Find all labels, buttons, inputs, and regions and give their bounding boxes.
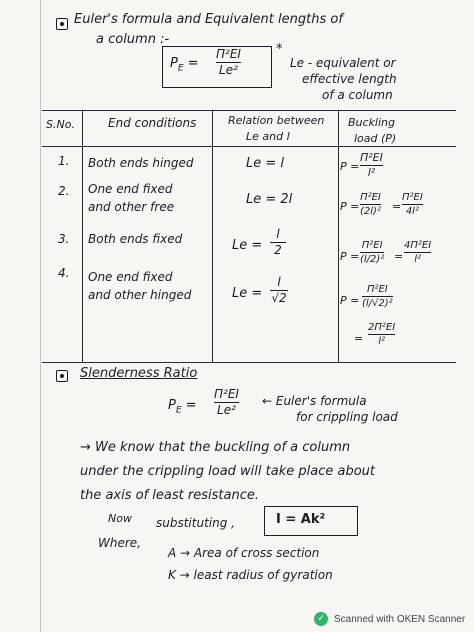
- row1-load-lhs: P =: [340, 160, 360, 173]
- row3-load-lhs: P =: [340, 250, 360, 263]
- scanner-text: Scanned with OKEN Scanner: [334, 613, 466, 625]
- header-load: load (P): [354, 132, 397, 145]
- note-line3: of a column: [322, 88, 393, 102]
- row2-condition-line1: One end fixed: [88, 182, 173, 196]
- section2-arrow-note-line1: ← Euler's formula: [262, 394, 367, 408]
- row4-load-lhs: P =: [340, 294, 360, 307]
- row1-relation: Le = l: [246, 156, 285, 171]
- paragraph-line3: the axis of least resistance.: [80, 488, 259, 503]
- row2-load-eq2: =: [392, 200, 402, 213]
- header-relation-2: Le and l: [246, 130, 290, 143]
- row3-load-fraction2: 4Π²EI l²: [404, 240, 432, 266]
- header-buckling: Buckling: [348, 116, 396, 129]
- section2-formula-lhs: $P_E$ =: [168, 398, 197, 416]
- now-label: Now: [108, 512, 132, 525]
- row4-load-fraction: Π²EI (l/√2)²: [362, 284, 393, 310]
- bullet-icon: [56, 18, 68, 30]
- row1-load-fraction: Π²EI l²: [360, 151, 383, 180]
- row3-sno: 3.: [58, 232, 70, 246]
- row4-condition-line1: One end fixed: [88, 270, 173, 284]
- section2-title: Slenderness Ratio: [80, 366, 198, 381]
- row4-load-fraction2: 2Π²EI l²: [368, 322, 396, 348]
- row2-condition-line2: and other free: [88, 200, 175, 214]
- where-label: Where,: [98, 536, 141, 550]
- row2-load-fraction2: Π²EI 4l²: [402, 192, 423, 218]
- row1-sno: 1.: [58, 154, 70, 168]
- row3-load-fraction: Π²EI (l/2)²: [360, 240, 385, 266]
- row2-load-fraction: Π²EI (2l)²: [360, 192, 381, 218]
- row4-condition-line2: and other hinged: [88, 288, 192, 302]
- note-line2: effective length: [302, 72, 397, 86]
- bullet-icon-2: [56, 370, 68, 382]
- section1-title-line1: Euler's formula and Equivalent lengths of: [74, 12, 343, 27]
- row2-load-lhs: P =: [340, 200, 360, 213]
- scanner-watermark: [314, 610, 474, 628]
- row1-condition: Both ends hinged: [88, 156, 194, 170]
- row3-relation-fraction: l 2: [270, 228, 286, 258]
- definition-radius: K → least radius of gyration: [168, 568, 333, 582]
- section2-formula-fraction: Π²EI Le²: [214, 387, 239, 418]
- asterisk-mark: *: [276, 42, 283, 57]
- formula-lhs: $P_E$ =: [170, 56, 199, 74]
- oken-logo-icon: ✓: [314, 612, 328, 626]
- row4-load-eq2: =: [354, 332, 364, 345]
- row2-relation: Le = 2l: [246, 192, 293, 207]
- row2-sno: 2.: [58, 184, 70, 198]
- section1-title-line2: a column :-: [96, 32, 170, 47]
- row4-relation-fraction: l √2: [271, 275, 287, 306]
- header-end-conditions: End conditions: [108, 116, 197, 130]
- section2-arrow-note-line2: for crippling load: [296, 410, 398, 424]
- boxed-formula: I = Ak²: [276, 512, 326, 527]
- row3-load-eq2: =: [394, 250, 404, 263]
- margin-line: [40, 0, 41, 632]
- header-relation: Relation between: [228, 114, 325, 127]
- note-line1: Le - equivalent or: [290, 56, 396, 70]
- row3-condition: Both ends fixed: [88, 232, 183, 246]
- row4-sno: 4.: [58, 266, 70, 280]
- header-sno: S.No.: [46, 118, 75, 131]
- row4-relation-lhs: Le =: [232, 286, 263, 301]
- substituting-label: substituting ,: [156, 516, 235, 530]
- euler-formula-fraction: Π²EI Le²: [216, 47, 241, 78]
- paragraph-line1: → We know that the buckling of a column: [80, 440, 351, 455]
- definition-area: A → Area of cross section: [168, 546, 320, 560]
- paragraph-line2: under the crippling load will take place about: [80, 464, 375, 479]
- row3-relation-lhs: Le =: [232, 238, 263, 253]
